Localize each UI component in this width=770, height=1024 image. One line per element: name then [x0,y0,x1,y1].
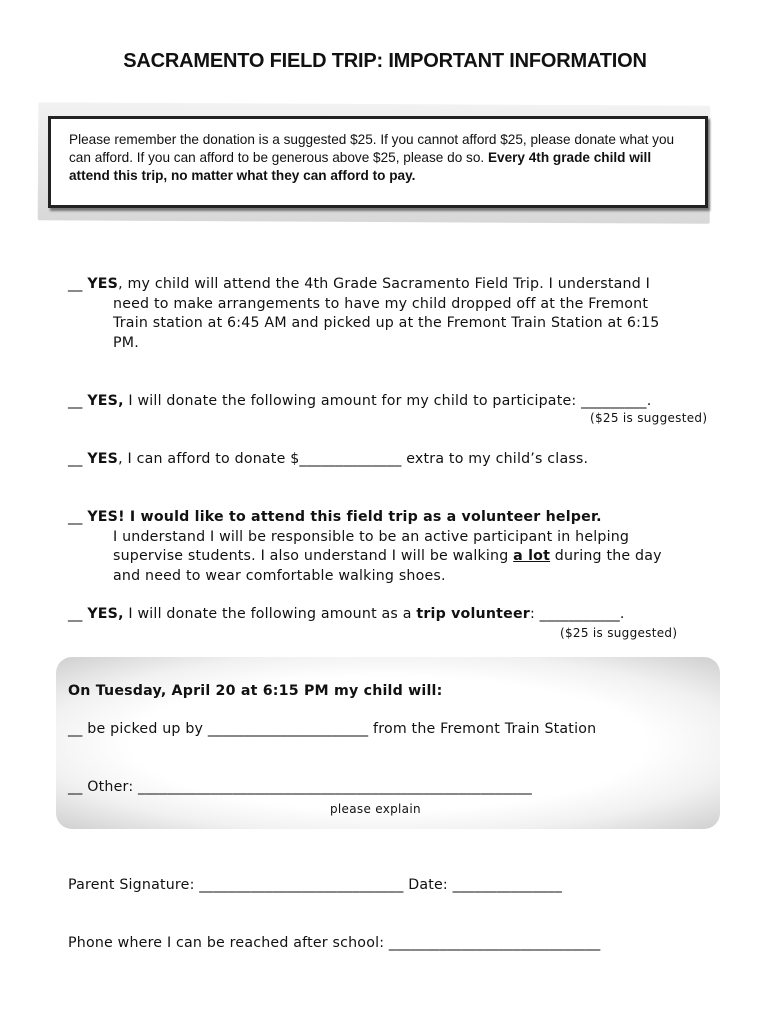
notice-text [69,131,687,185]
donate-suggested-note: ($25 is suggested) [590,411,708,425]
parent-signature-line[interactable]: Parent Signature: ____________________________ Date: _______________ [68,877,562,893]
volunteer-emphasis: a lot [513,548,551,564]
phone-line[interactable]: Phone where I can be reached after school: _____________________________ [68,935,601,951]
volunteer-donate-text-a: I will donate the following amount as a [123,606,417,622]
volunteer-line2b: during the day [550,548,662,564]
attend-checkbox-blank[interactable]: __ [68,276,88,292]
volunteer-line2a: supervise students. I also understand I will be walking [113,548,514,564]
notice-bold: Every 4th grade child will attend this trip, no matter what they can afford to pay. [69,150,652,183]
donate-item [68,392,651,412]
donate-yes: YES, [87,393,124,409]
attend-line2: need to make arrangements to have my child dropped off at the Fremont [113,295,649,312]
volunteer-donate-text-b[interactable]: : ___________. [529,606,625,622]
volunteer-donate-checkbox-blank[interactable]: __ [68,606,88,622]
attend-line4: PM. [113,334,139,351]
attend-line1: , my child will attend the 4th Grade Sacramento Field Trip. I understand I [118,276,651,292]
volunteer-donate-yes: YES, [87,606,124,622]
volunteer-checkbox-blank[interactable]: __ [68,509,88,525]
extra-yes: YES [87,451,119,467]
notice-box [48,116,708,208]
extra-item [68,450,588,470]
pickup-explain-caption: please explain [330,802,421,816]
extra-checkbox-blank[interactable]: __ [68,451,88,467]
volunteer-line3: and need to wear comfortable walking shoes. [113,567,446,584]
attend-item [68,275,660,353]
volunteer-line1: I understand I will be responsible to be an active participant in helping [113,528,630,545]
volunteer-line2 [68,547,662,567]
volunteer-item [68,508,662,586]
pickup-heading: On Tuesday, April 20 at 6:15 PM my child will: [68,683,443,699]
pickup-other-line[interactable]: __ Other: ______________________________________________________ [68,779,532,795]
volunteer-donate-bold: trip volunteer [416,606,530,622]
notice-body: Please remember the donation is a suggested $25. If you cannot afford $25, please donate what you can afford. If you can afford to be generous above $25, please do so. [69,132,675,165]
attend-yes: YES [87,276,119,292]
volunteer-donate-suggested-note: ($25 is suggested) [560,626,678,640]
pickup-picked-up-line[interactable]: __ be picked up by ______________________ from the Fremont Train Station [68,721,597,737]
donate-text[interactable]: I will donate the following amount for my child to participate: _________. [123,393,652,409]
attend-line3: Train station at 6:45 AM and picked up at the Fremont Train Station at 6:15 [113,315,660,331]
volunteer-yes: YES! I would like to attend this field trip as a volunteer helper. [87,509,602,525]
volunteer-donate-item [68,605,625,625]
extra-text[interactable]: , I can afford to donate $______________ extra to my child’s class. [118,451,589,467]
page-title: SACRAMENTO FIELD TRIP: IMPORTANT INFORMATION [123,50,647,72]
donate-checkbox-blank[interactable]: __ [68,393,88,409]
